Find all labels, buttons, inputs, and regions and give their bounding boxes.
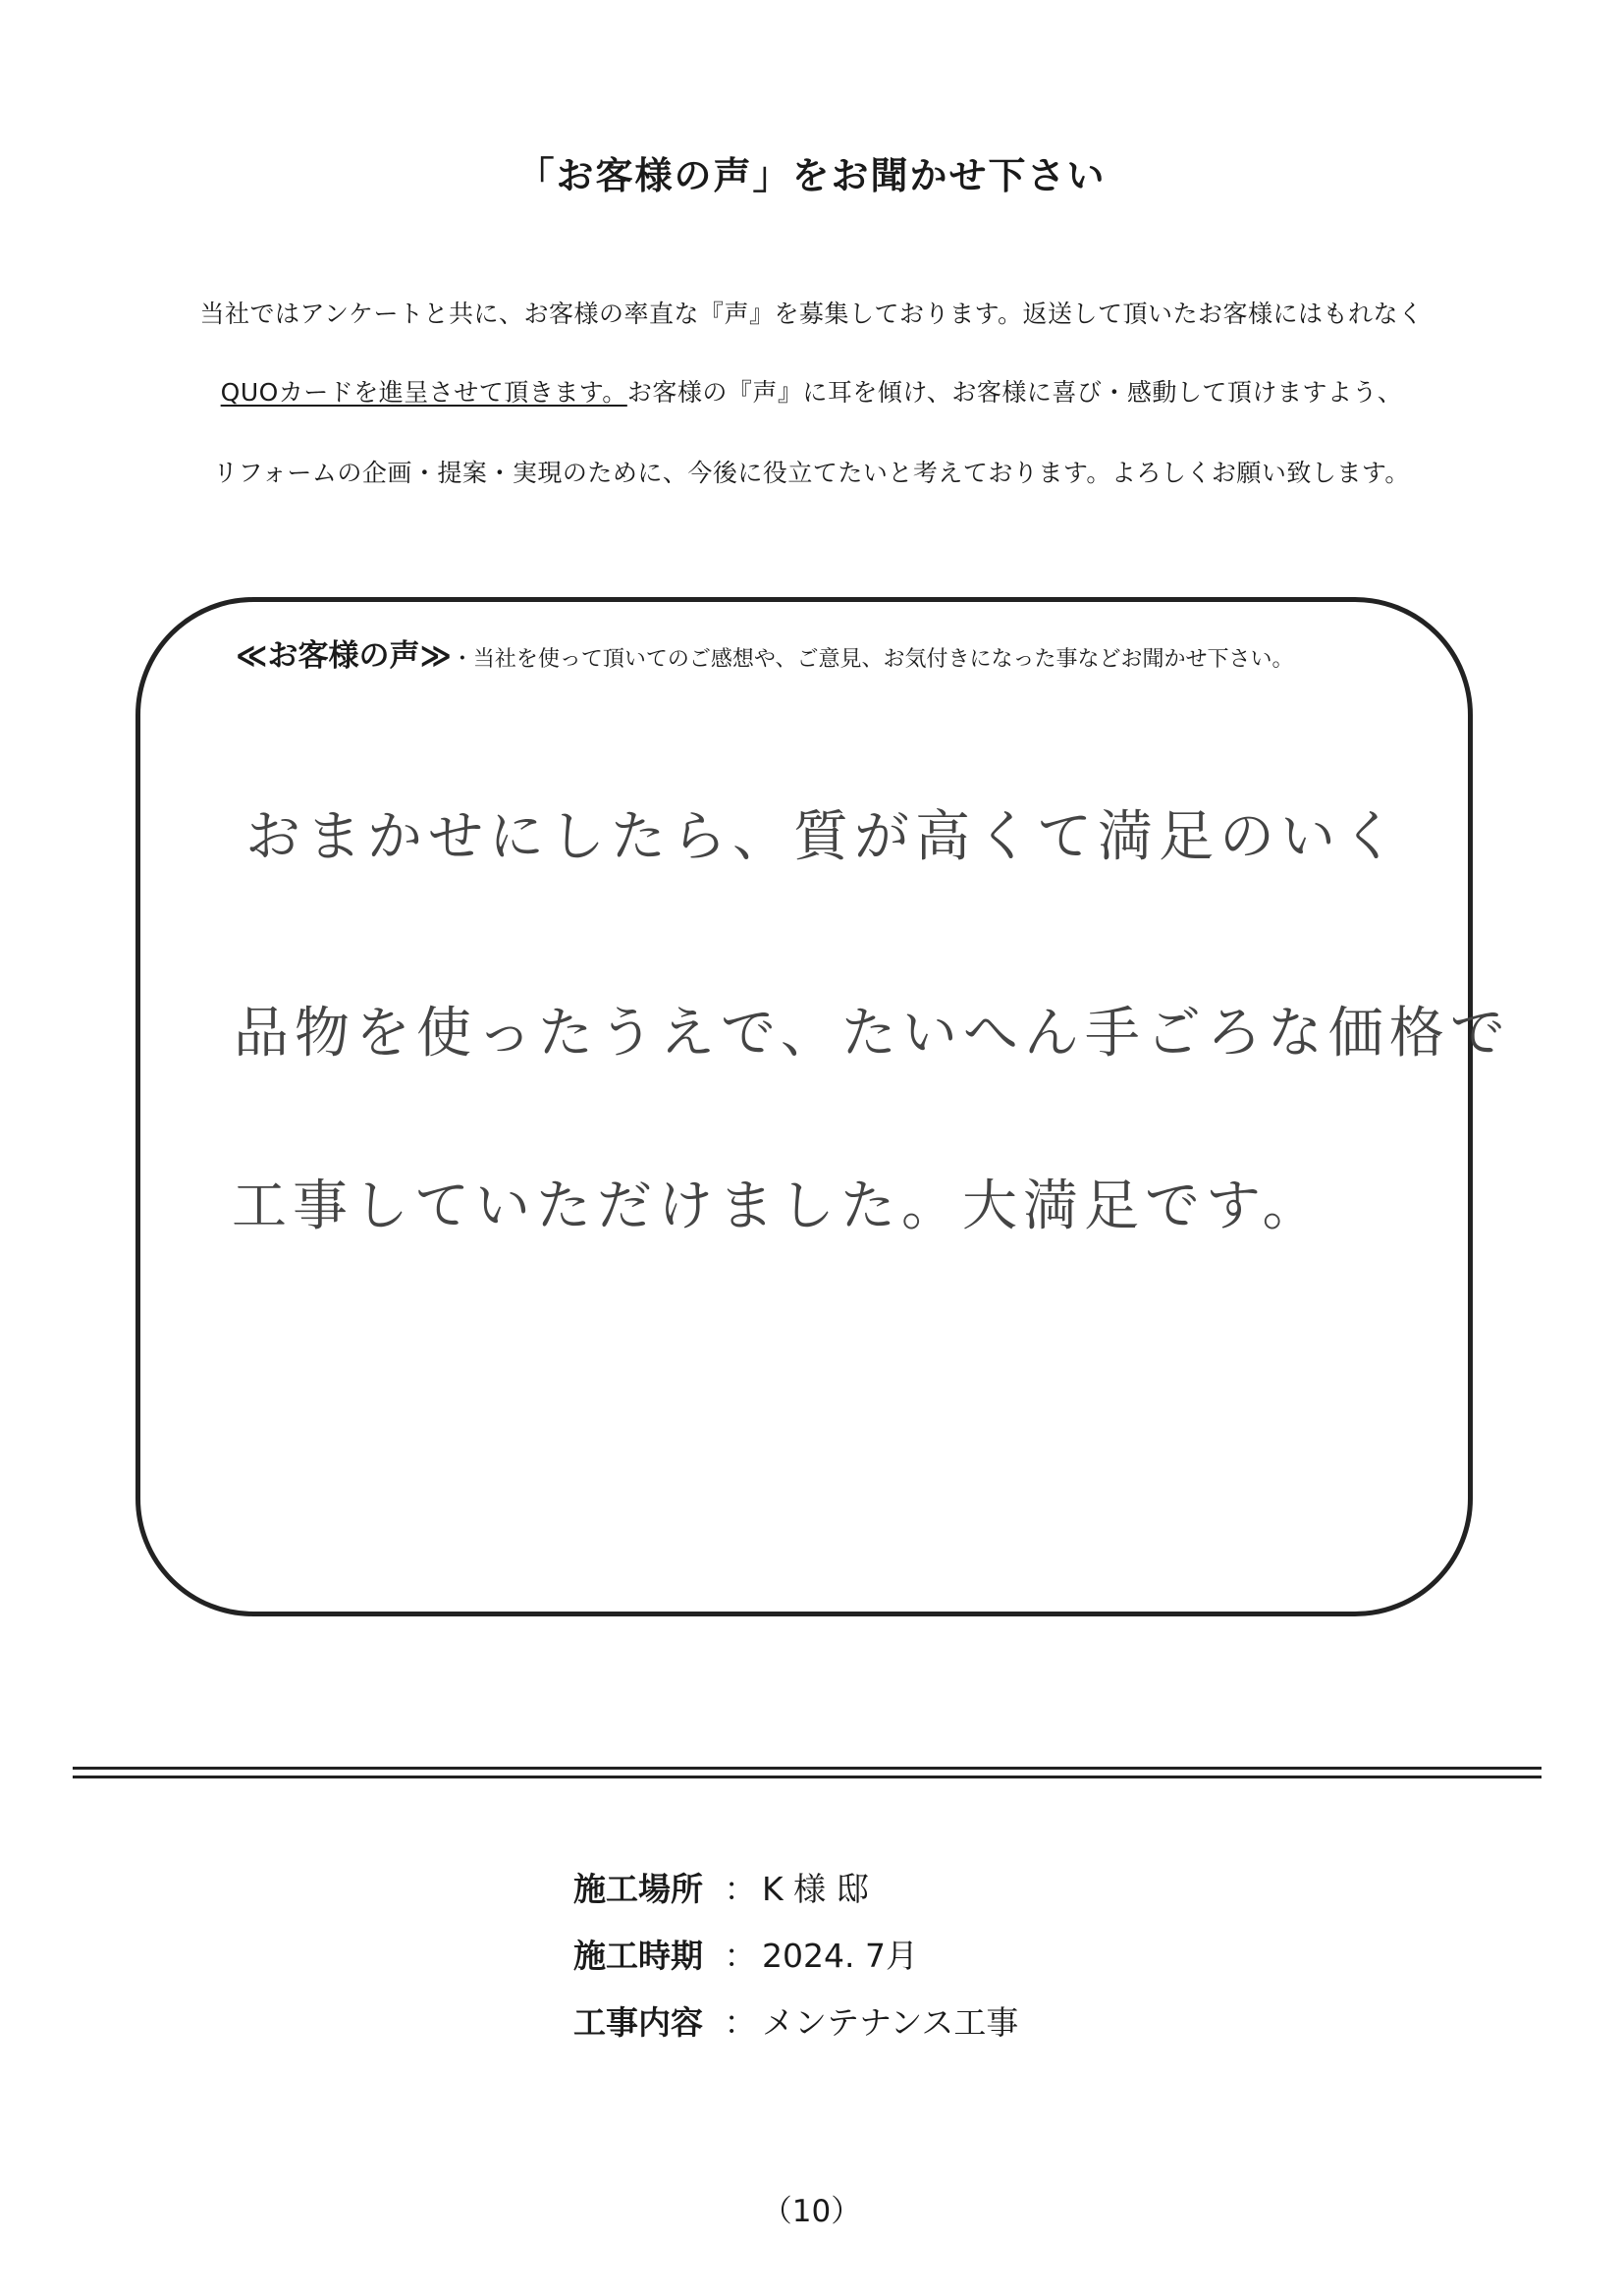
intro-line-3: リフォームの企画・提案・実現のために、今後に役立てたいと考えております。よろしくお願い致します。 xyxy=(213,459,1410,487)
info-location-label: 施工場所 xyxy=(573,1870,703,1908)
voice-box-header xyxy=(236,630,1293,675)
page-number: （10） xyxy=(761,2194,862,2229)
info-location-value: K 様 邸 xyxy=(762,1870,869,1908)
info-work-label: 工事内容 xyxy=(573,2003,703,2042)
intro-line-2 xyxy=(0,373,1623,409)
info-period-value: 2024. 7月 xyxy=(762,1937,918,1975)
handwritten-line-3: 工事していただけました。大満足です。 xyxy=(232,1175,1324,1238)
intro-line-2-rest: お客様の『声』に耳を傾け、お客様に喜び・感動して頂けますよう、 xyxy=(626,378,1403,407)
customer-voice-box xyxy=(135,597,1473,1616)
info-period-sep: ： xyxy=(724,1937,757,1975)
info-row-location xyxy=(573,1864,869,1910)
info-period-label: 施工時期 xyxy=(573,1937,703,1975)
intro-underlined-offer: QUOカードを進呈させて頂きます。 xyxy=(220,378,627,407)
info-location-sep: ： xyxy=(724,1870,757,1908)
page-title: 「お客様の声」をお聞かせ下さい xyxy=(516,154,1107,197)
handwritten-line-1: おまかせにしたら、質が高くて満足のいく xyxy=(245,805,1402,869)
divider-line-top xyxy=(73,1767,1542,1770)
handwritten-line-2: 品物を使ったうえで、たいへん手ごろな価格で xyxy=(234,1002,1511,1066)
voice-box-label: ≪お客様の声≫ xyxy=(236,638,452,674)
voice-box-prompt: ・当社を使って頂いてのご感想や、ご意見、お気付きになった事などお聞かせ下さい。 xyxy=(451,647,1294,672)
info-work-value: メンテナンス工事 xyxy=(762,2003,1019,2042)
info-row-work xyxy=(573,1997,1018,2044)
info-row-period xyxy=(573,1931,918,1977)
divider-line-bottom xyxy=(73,1776,1542,1778)
info-work-sep: ： xyxy=(724,2003,757,2042)
intro-line-1: 当社ではアンケートと共に、お客様の率直な『声』を募集しております。返送して頂いたお客様にはもれなく xyxy=(199,300,1424,328)
